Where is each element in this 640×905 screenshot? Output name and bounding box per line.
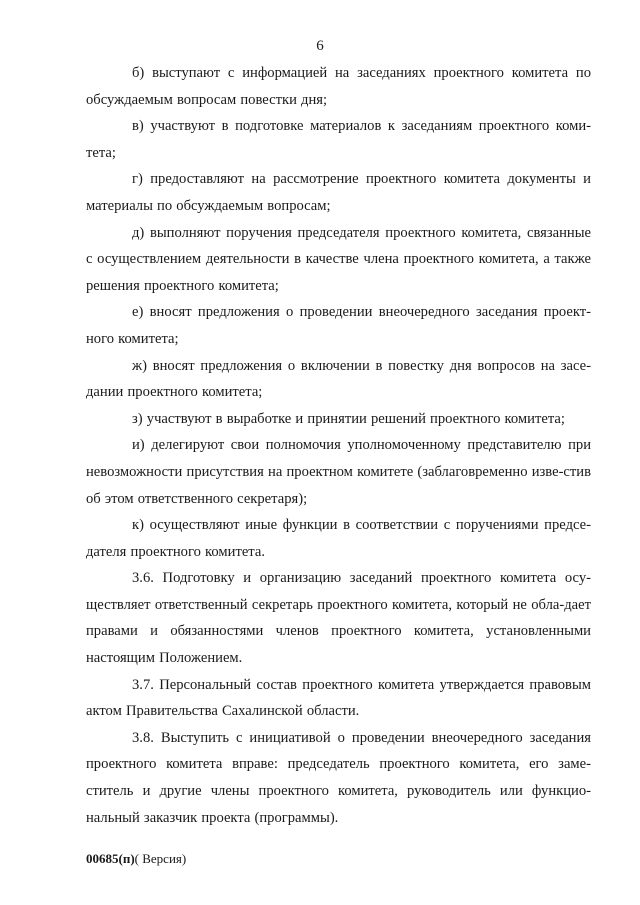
section-3-7: 3.7. Персональный состав проектного комитета утверждается правовым актом Правительства Сахалинской области. [86, 676, 591, 720]
paragraph-d: д) выполняют поручения председателя проектного комитета, связанные с осуществлением деятельности в качестве члена проектного комитета, а также решения проектного комитета; [86, 224, 591, 294]
paragraph-b: б) выступают с информацией на заседаниях проектного комитета по обсуждаемым вопросам повестки дня; [86, 65, 591, 108]
paragraph-g: г) предоставляют на рассмотрение проектного комитета документы и материалы по обсуждаемым вопросам; [86, 171, 591, 214]
section-3-8: 3.8. Выступить с инициативой о проведении внеочередного заседания проектного комитета вправе: председатель проектного комитета, его заме-ститель и другие члены проектного комитета, руководитель или функцио-нальный заказчик проекта (программы). [86, 729, 591, 826]
paragraph-z: з) участвуют в выработке и принятии решений проектного комитета; [132, 410, 565, 427]
paragraph-k: к) осуществляют иные функции в соответствии с поручениями предсе-дателя проектного комитета. [86, 517, 591, 560]
page-number: 6 [316, 38, 324, 54]
footer [86, 851, 186, 867]
section-3-6: 3.6. Подготовку и организацию заседаний проектного комитета осу-ществляет ответственный секретарь проектного комитета, который не обла-дает правами и обязанностями членов проектного комитета, установленными настоящим Положением. [86, 570, 591, 667]
footer-code: 00685(п) [86, 851, 135, 866]
paragraph-zh: ж) вносят предложения о включении в повестку дня вопросов на засе-дании проектного комитета; [86, 357, 591, 401]
footer-version: ( Версия) [134, 851, 187, 866]
paragraph-v: в) участвуют в подготовке материалов к заседаниям проектного коми-тета; [86, 118, 591, 161]
paragraph-e: е) вносят предложения о проведении внеочередного заседания проект-ного комитета; [86, 304, 591, 347]
paragraph-i: и) делегируют свои полномочия уполномоченному представителю при невозможности присутствия на проектном комитете (заблаговременно изве-стив об этом ответственного секретаря); [86, 437, 591, 507]
document-body [86, 60, 591, 831]
